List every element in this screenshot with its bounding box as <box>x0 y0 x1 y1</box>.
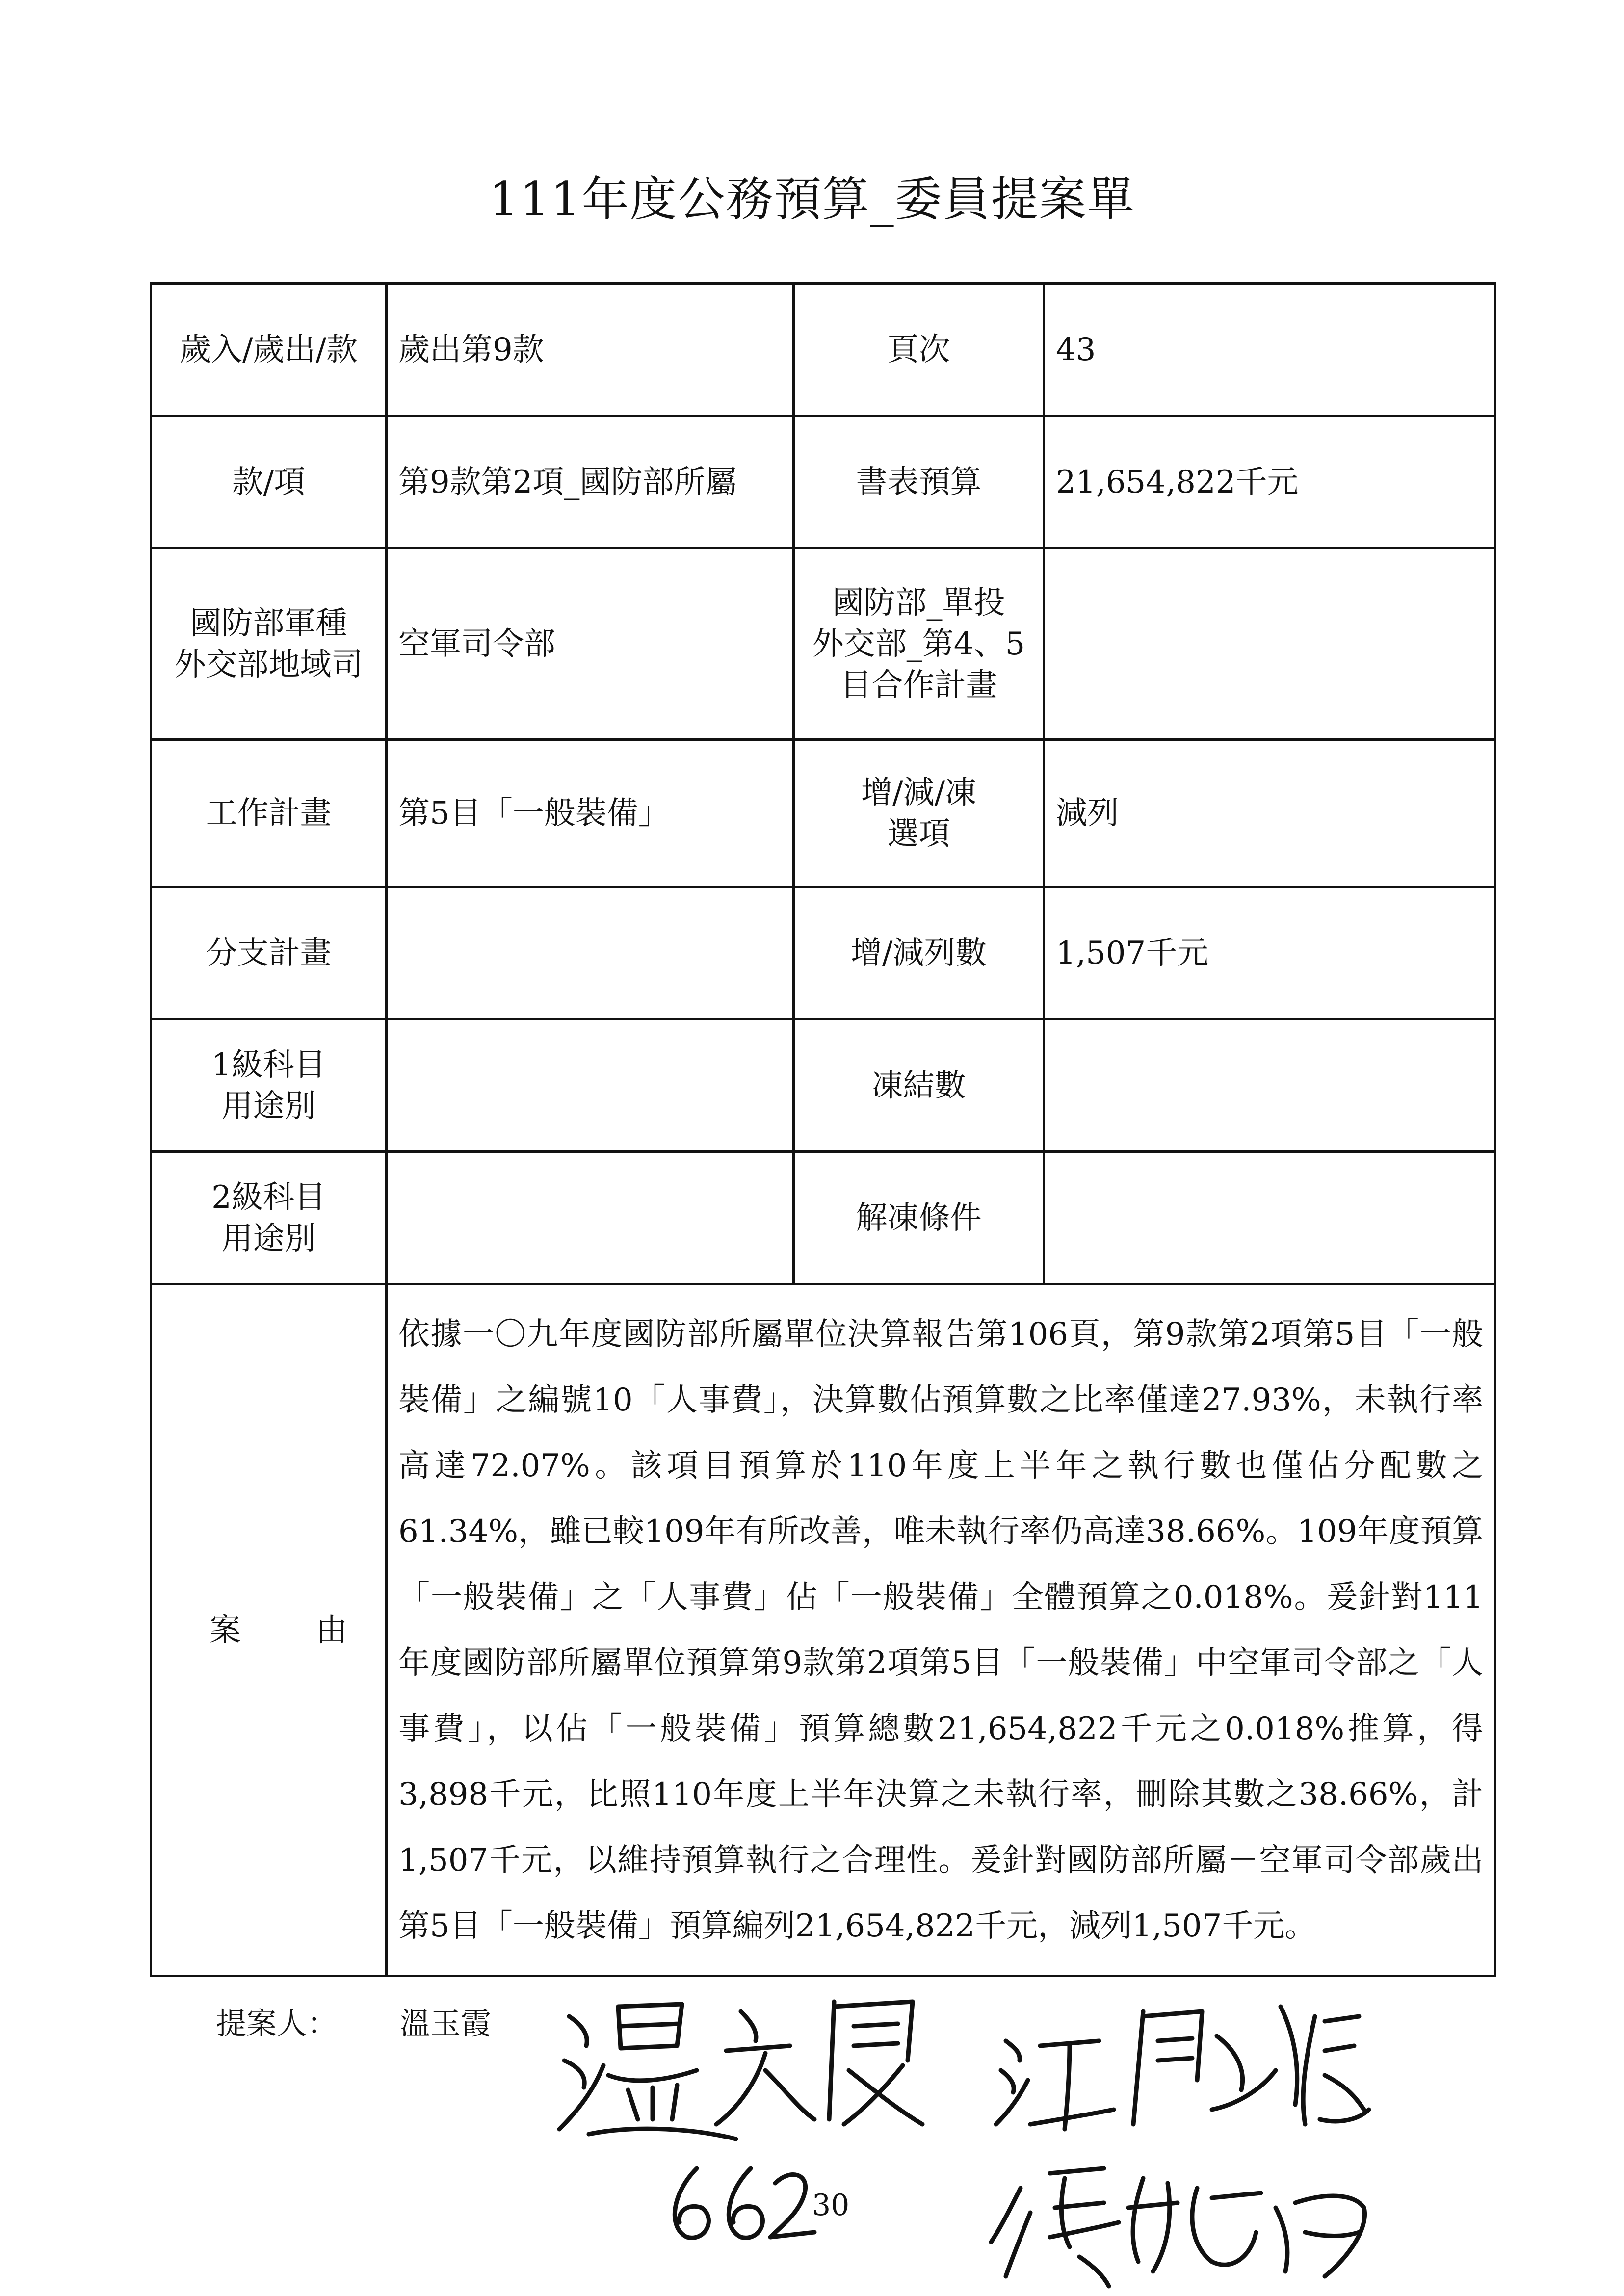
proposal-table <box>150 282 1496 1977</box>
row-label: 分支計畫 <box>151 887 387 1019</box>
label-line: 外交部_第4、5 <box>812 626 1025 662</box>
reason-label <box>151 1284 387 1976</box>
label-line: 國防部_單投 <box>832 584 1005 621</box>
row-value: 歲出第9款 <box>387 284 794 416</box>
row-value: 1,507千元 <box>1044 887 1495 1019</box>
row-value: 第9款第2項_國防部所屬 <box>387 416 794 548</box>
proposer-name: 溫玉霞 <box>400 2006 492 2041</box>
proposer-label: 提案人： <box>216 2006 338 2041</box>
reason-text: 依據一〇九年度國防部所屬單位決算報告第106頁，第9款第2項第5目「一般裝備」之編號10「人事費」，決算數佔預算數之比率僅達27.93%，未執行率高達72.07%。該項目預算於110年度上半年之執行數也僅佔分配數之61.34%，雖已較109年有所改善，唯未執行率仍高達38.66%。109年度預算「一般裝備」之「人事費」佔「一般裝備」全體預算之0.018%。爰針對111年度國防部所屬單位預算第9款第2項第5目「一般裝備」中空軍司令部之「人事費」，以佔「一般裝備」預算總數21,654,822千元之0.018%推算，得3,898千元，比照110年度上半年決算之未執行率，刪除其數之38.66%，計1,507千元，以維持預算執行之合理性。爰針對國防部所屬－空軍司令部歲出第5目「一般裝備」預算編列21,654,822千元，減列1,507千元。 <box>387 1284 1495 1976</box>
row-label: 書表預算 <box>794 416 1044 548</box>
row-label: 歲入/歲出/款 <box>151 284 387 416</box>
table-row <box>151 548 1495 740</box>
handwritten-number <box>675 2168 814 2238</box>
page-number: 30 <box>812 2188 850 2222</box>
label-line: 用途別 <box>221 1088 316 1124</box>
signature-3 <box>991 2168 1365 2286</box>
row-label <box>794 740 1044 887</box>
label-line: 目合作計畫 <box>840 667 997 704</box>
table-row <box>151 284 1495 416</box>
label-line: 國防部軍種 <box>190 605 347 642</box>
form-title: 111年度公務預算_委員提案單 <box>489 172 1135 227</box>
row-value: 空軍司令部 <box>387 548 794 740</box>
row-label <box>151 1152 387 1284</box>
label-line: 外交部地域司 <box>174 646 363 683</box>
table-row <box>151 1152 1495 1284</box>
row-value <box>1044 1152 1495 1284</box>
row-label: 工作計畫 <box>151 740 387 887</box>
row-label: 凍結數 <box>794 1019 1044 1152</box>
label-line: 增/減/凍 <box>861 774 977 811</box>
row-value <box>1044 548 1495 740</box>
row-label: 增/減列數 <box>794 887 1044 1019</box>
table-row <box>151 416 1495 548</box>
row-label: 解凍條件 <box>794 1152 1044 1284</box>
row-value: 21,654,822千元 <box>1044 416 1495 548</box>
table-row <box>151 1019 1495 1152</box>
row-value: 43 <box>1044 284 1495 416</box>
label-line: 用途別 <box>221 1220 316 1257</box>
label-line: 2級科目 <box>211 1179 326 1216</box>
row-value <box>387 1152 794 1284</box>
row-label: 款/項 <box>151 416 387 548</box>
row-label <box>151 548 387 740</box>
reason-row <box>151 1284 1495 1976</box>
label-line: 選項 <box>887 815 950 852</box>
label-line: 1級科目 <box>211 1046 326 1083</box>
signature-2 <box>996 2007 1369 2129</box>
row-value <box>387 887 794 1019</box>
row-label: 頁次 <box>794 284 1044 416</box>
row-value: 第5目「一般裝備」 <box>387 740 794 887</box>
signature-1 <box>559 2002 922 2139</box>
table-row <box>151 887 1495 1019</box>
table-row <box>151 740 1495 887</box>
reason-label-char: 由 <box>316 1612 347 1648</box>
row-value: 減列 <box>1044 740 1495 887</box>
row-label <box>794 548 1044 740</box>
row-value <box>1044 1019 1495 1152</box>
row-value <box>387 1019 794 1152</box>
reason-label-char: 案 <box>210 1612 241 1648</box>
row-label <box>151 1019 387 1152</box>
